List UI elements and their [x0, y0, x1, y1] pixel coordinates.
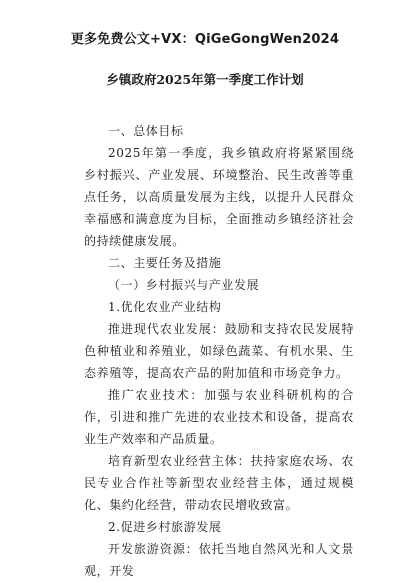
promo-banner: 更多免费公文+VX：QiGeGongWen2024 [70, 32, 340, 47]
document-body [84, 120, 354, 582]
section-heading-main-tasks: 二、主要任务及措施 [108, 256, 222, 270]
section-heading-overall-goal: 一、总体目标 [108, 124, 184, 138]
paragraph-tourism-resources: 开发旅游资源：依托当地自然风光和人文景观，开发 [84, 542, 354, 578]
paragraph-agri-technology: 推广农业技术：加强与农业科研机构的合作，引进和推广先进的农业技术和设备，提高农业生产效率和产品质量。 [84, 388, 354, 446]
paragraph-new-operators: 培育新型农业经营主体：扶持家庭农场、农民专业合作社等新型农业经营主体，通过规模化、集约化经营，带动农民增收致富。 [84, 454, 354, 512]
paragraph-modern-agriculture: 推进现代农业发展：鼓励和支持农民发展特色种植业和养殖业，如绿色蔬菜、有机水果、生态养殖等，提高农产品的附加值和市场竞争力。 [84, 322, 354, 380]
item-heading-rural-tourism: 2.促进乡村旅游发展 [108, 520, 222, 534]
subsection-heading-rural-revitalization: （一）乡村振兴与产业发展 [108, 278, 260, 292]
document-title: 乡镇政府2025年第一季度工作计划 [106, 72, 304, 87]
item-heading-agriculture-structure: 1.优化农业产业结构 [108, 300, 222, 314]
paragraph-overall-goal: 2025年第一季度，我乡镇政府将紧紧围绕乡村振兴、产业发展、环境整治、民生改善等重点任务，以高质量发展为主线，以提升人民群众幸福感和满意度为目标，全面推动乡镇经济社会的持续健康发展。 [84, 146, 354, 248]
